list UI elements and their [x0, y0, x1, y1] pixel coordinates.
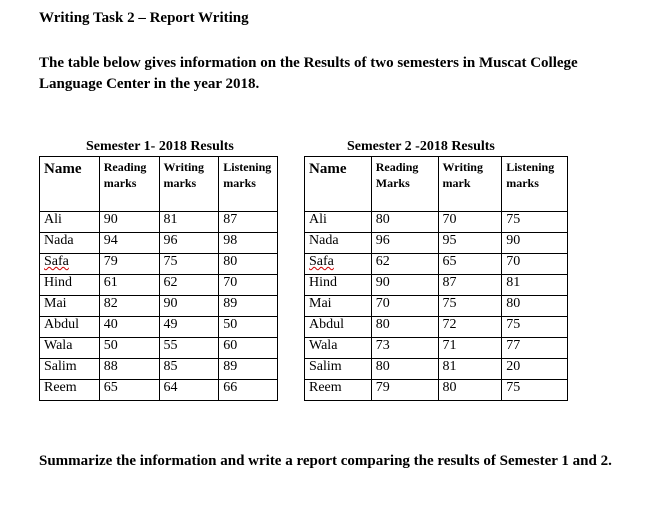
mark-cell: 50	[99, 338, 159, 359]
table-row	[40, 317, 278, 338]
mark-cell: 98	[219, 233, 278, 254]
mark-cell: 71	[438, 338, 502, 359]
student-name-cell: Mai	[40, 296, 100, 317]
mark-cell: 90	[99, 212, 159, 233]
mark-cell: 70	[219, 275, 278, 296]
table-row	[40, 380, 278, 401]
student-name-cell: Wala	[305, 338, 372, 359]
header-name: Name	[40, 157, 100, 212]
mark-cell: 65	[99, 380, 159, 401]
table-row	[40, 296, 278, 317]
table-row	[305, 212, 568, 233]
mark-cell: 20	[502, 359, 568, 380]
mark-cell: 65	[438, 254, 502, 275]
student-name-cell: Safa	[305, 254, 372, 275]
mark-cell: 87	[438, 275, 502, 296]
student-name-cell: Abdul	[40, 317, 100, 338]
student-name-cell: Hind	[40, 275, 100, 296]
mark-cell: 40	[99, 317, 159, 338]
student-name-cell: Hind	[305, 275, 372, 296]
student-name-cell: Mai	[305, 296, 372, 317]
mark-cell: 55	[159, 338, 219, 359]
mark-cell: 96	[159, 233, 219, 254]
mark-cell: 79	[99, 254, 159, 275]
table-row	[40, 254, 278, 275]
mark-cell: 82	[99, 296, 159, 317]
table-row	[305, 359, 568, 380]
mark-cell: 49	[159, 317, 219, 338]
table-row	[305, 275, 568, 296]
mark-cell: 75	[502, 380, 568, 401]
student-name-cell: Wala	[40, 338, 100, 359]
table-row	[305, 254, 568, 275]
mark-cell: 89	[219, 359, 278, 380]
table-row	[40, 359, 278, 380]
mark-cell: 90	[371, 275, 438, 296]
student-name-cell: Salim	[40, 359, 100, 380]
table-row	[40, 338, 278, 359]
mark-cell: 80	[502, 296, 568, 317]
mark-cell: 66	[219, 380, 278, 401]
student-name-cell: Abdul	[305, 317, 372, 338]
mark-cell: 95	[438, 233, 502, 254]
mark-cell: 87	[219, 212, 278, 233]
mark-cell: 62	[159, 275, 219, 296]
mark-cell: 72	[438, 317, 502, 338]
table-row	[40, 275, 278, 296]
student-name-cell: Safa	[40, 254, 100, 275]
mark-cell: 80	[371, 317, 438, 338]
table-header-row	[40, 157, 278, 212]
mark-cell: 75	[438, 296, 502, 317]
mark-cell: 90	[502, 233, 568, 254]
header-listening: Listening marks	[502, 157, 568, 212]
header-writing: Writing marks	[159, 157, 219, 212]
mark-cell: 50	[219, 317, 278, 338]
student-name-cell: Salim	[305, 359, 372, 380]
table-row	[305, 317, 568, 338]
mark-cell: 89	[219, 296, 278, 317]
mark-cell: 79	[371, 380, 438, 401]
student-name-cell: Ali	[305, 212, 372, 233]
table-row	[305, 296, 568, 317]
header-listening: Listening marks	[219, 157, 278, 212]
table-row	[305, 338, 568, 359]
mark-cell: 94	[99, 233, 159, 254]
mark-cell: 81	[159, 212, 219, 233]
mark-cell: 70	[502, 254, 568, 275]
mark-cell: 75	[502, 317, 568, 338]
mark-cell: 80	[371, 359, 438, 380]
semester1-caption: Semester 1- 2018 Results	[86, 139, 234, 154]
semester2-caption: Semester 2 -2018 Results	[347, 139, 495, 154]
mark-cell: 70	[438, 212, 502, 233]
mark-cell: 90	[159, 296, 219, 317]
semester1-table	[39, 156, 278, 401]
mark-cell: 88	[99, 359, 159, 380]
mark-cell: 80	[371, 212, 438, 233]
table-header-row	[305, 157, 568, 212]
mark-cell: 75	[159, 254, 219, 275]
student-name-cell: Nada	[40, 233, 100, 254]
intro-paragraph: The table below gives information on the Results of two semesters in Muscat College Language Center in the year 2018.	[39, 55, 578, 92]
mark-cell: 61	[99, 275, 159, 296]
mark-cell: 64	[159, 380, 219, 401]
table-row	[305, 380, 568, 401]
mark-cell: 62	[371, 254, 438, 275]
table-row	[305, 233, 568, 254]
table-row	[40, 233, 278, 254]
mark-cell: 60	[219, 338, 278, 359]
mark-cell: 96	[371, 233, 438, 254]
mark-cell: 77	[502, 338, 568, 359]
task-instruction: Summarize the information and write a report comparing the results of Semester 1 and 2.	[39, 453, 612, 469]
mark-cell: 85	[159, 359, 219, 380]
mark-cell: 70	[371, 296, 438, 317]
mark-cell: 81	[502, 275, 568, 296]
header-reading: Reading marks	[99, 157, 159, 212]
table-row	[40, 212, 278, 233]
mark-cell: 75	[502, 212, 568, 233]
student-name-cell: Reem	[40, 380, 100, 401]
task-heading: Writing Task 2 – Report Writing	[39, 10, 249, 26]
mark-cell: 80	[219, 254, 278, 275]
student-name-cell: Nada	[305, 233, 372, 254]
student-name-cell: Ali	[40, 212, 100, 233]
header-writing: Writing mark	[438, 157, 502, 212]
student-name-cell: Reem	[305, 380, 372, 401]
mark-cell: 73	[371, 338, 438, 359]
mark-cell: 80	[438, 380, 502, 401]
header-name: Name	[305, 157, 372, 212]
header-reading: Reading Marks	[371, 157, 438, 212]
semester2-table	[304, 156, 568, 401]
mark-cell: 81	[438, 359, 502, 380]
